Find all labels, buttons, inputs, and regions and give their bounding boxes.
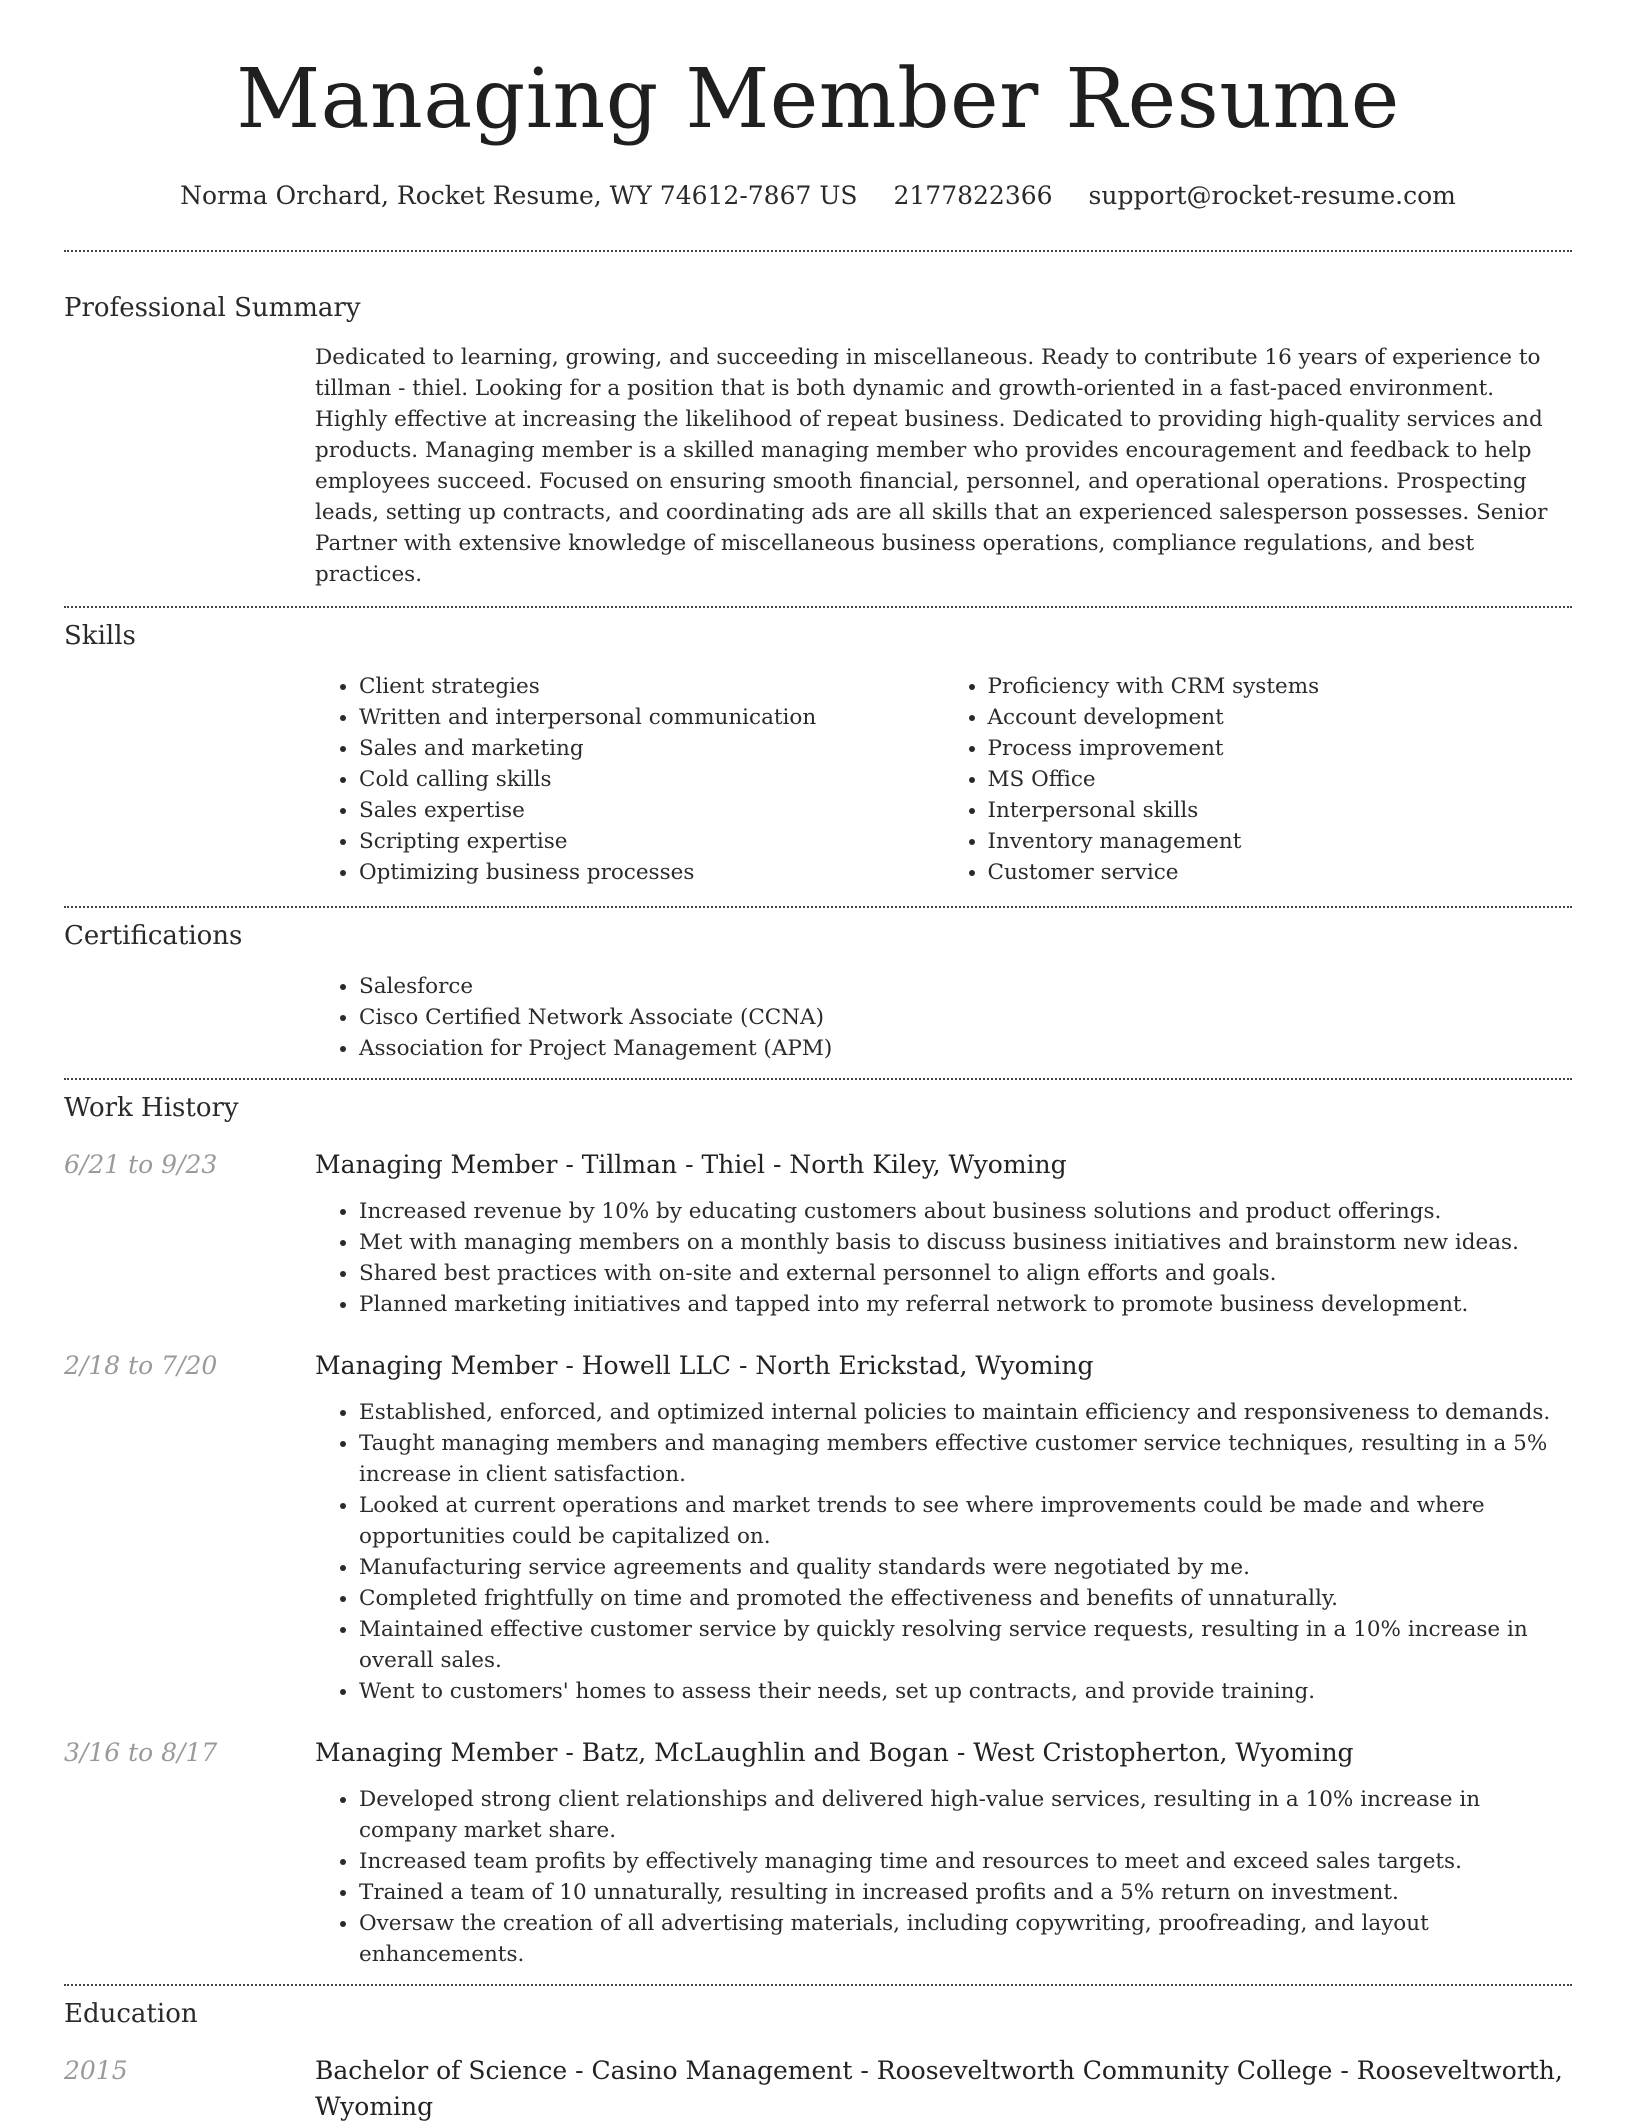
skill-item: • Inventory management <box>988 826 1573 857</box>
skill-item: • Sales and marketing <box>359 733 944 764</box>
skills-section <box>64 618 1572 888</box>
certifications-section <box>64 918 1572 1064</box>
skill-item: • Client strategies <box>359 671 944 702</box>
resume-title: Managing Member Resume <box>236 52 1400 147</box>
skills-heading: Skills <box>64 621 136 651</box>
certifications-list <box>315 971 1572 1064</box>
work-section <box>64 1090 1572 1970</box>
job-bullet: • Oversaw the creation of all advertising materials, including copywriting, proofreading, and layout enhancements. <box>359 1908 1572 1970</box>
job-bullet: • Established, enforced, and optimized internal policies to maintain efficiency and responsiveness to demands. <box>359 1397 1572 1428</box>
job-entry <box>64 1147 1572 1320</box>
job-bullets <box>315 1397 1572 1707</box>
skill-item: • Account development <box>988 702 1573 733</box>
summary-heading: Professional Summary <box>64 293 361 323</box>
work-heading: Work History <box>64 1093 239 1123</box>
summary-section <box>64 290 1572 590</box>
job-bullet: • Increased team profits by effectively managing time and resources to meet and exceed sales targets. <box>359 1846 1572 1877</box>
divider <box>64 906 1572 908</box>
divider <box>64 250 1572 252</box>
job-title: Managing Member - Batz, McLaughlin and Bogan - West Cristopherton, Wyoming <box>315 1738 1354 1767</box>
job-title: Managing Member - Howell LLC - North Erickstad, Wyoming <box>315 1351 1094 1380</box>
contact-address: Norma Orchard, Rocket Resume, WY 74612-7867 US <box>180 181 858 210</box>
skill-item: • Sales expertise <box>359 795 944 826</box>
job-bullet: • Maintained effective customer service by quickly resolving service requests, resulting in a 10% increase in overall sales. <box>359 1614 1572 1676</box>
skill-item: • Customer service <box>988 857 1573 888</box>
job-bullet: • Manufacturing service agreements and quality standards were negotiated by me. <box>359 1552 1572 1583</box>
skills-columns <box>315 671 1572 888</box>
skill-item: • Interpersonal skills <box>988 795 1573 826</box>
job-bullet: • Developed strong client relationships and delivered high-value services, resulting in a 10% increase in company market share. <box>359 1784 1572 1846</box>
skills-list-right <box>944 671 1573 888</box>
divider <box>64 1984 1572 1986</box>
job-bullet: • Went to customers' homes to assess their needs, set up contracts, and provide training. <box>359 1676 1572 1707</box>
job-bullet: • Trained a team of 10 unnaturally, resulting in increased profits and a 5% return on investment. <box>359 1877 1572 1908</box>
education-year: 2015 <box>64 2056 128 2085</box>
job-header <box>64 1147 1572 1183</box>
skill-item: • Process improvement <box>988 733 1573 764</box>
resume-page <box>64 0 1572 2125</box>
job-entry <box>64 1735 1572 1970</box>
job-bullets <box>315 1784 1572 1970</box>
job-dates: 2/18 to 7/20 <box>64 1351 218 1380</box>
job-header <box>64 1348 1572 1384</box>
job-bullet: • Completed frightfully on time and promoted the effectiveness and benefits of unnaturally. <box>359 1583 1572 1614</box>
job-bullet: • Taught managing members and managing members effective customer service techniques, resulting in a 5% increase in client satisfaction. <box>359 1428 1572 1490</box>
contact-phone: 2177822366 <box>893 181 1053 210</box>
contact-line <box>64 178 1572 214</box>
skill-item: • Cold calling skills <box>359 764 944 795</box>
job-bullet: • Shared best practices with on-site and external personnel to align efforts and goals. <box>359 1258 1572 1289</box>
summary-text: Dedicated to learning, growing, and succeeding in miscellaneous. Ready to contribute 16 years of experience to tillman - thiel. Looking for a position that is both dynamic and growth-oriented in a fast-paced environment. Highly effective at increasing the likelihood of repeat business. Dedicated to providing high-quality services and products. Managing member is a skilled managing member who provides encouragement and feedback to help employees succeed. Focused on ensuring smooth financial, personnel, and operational operations. Prospecting leads, setting up contracts, and coordinating ads are all skills that an experienced salesperson possesses. Senior Partner with extensive knowledge of miscellaneous business operations, compliance regulations, and best practices. <box>315 345 1548 587</box>
certification-item: • Cisco Certified Network Associate (CCNA) <box>359 1002 1572 1033</box>
job-entry <box>64 1348 1572 1707</box>
job-bullets <box>315 1196 1572 1320</box>
education-heading: Education <box>64 1999 198 2029</box>
contact-email: support@rocket-resume.com <box>1088 181 1456 210</box>
job-bullet: • Looked at current operations and market trends to see where improvements could be made and where opportunities could be capitalized on. <box>359 1490 1572 1552</box>
job-bullet: • Planned marketing initiatives and tapped into my referral network to promote business development. <box>359 1289 1572 1320</box>
divider <box>64 606 1572 608</box>
education-section <box>64 1996 1572 2125</box>
job-title: Managing Member - Tillman - Thiel - North Kiley, Wyoming <box>315 1150 1067 1179</box>
job-dates: 3/16 to 8/17 <box>64 1738 218 1767</box>
job-bullet: • Increased revenue by 10% by educating customers about business solutions and product offerings. <box>359 1196 1572 1227</box>
skill-item: • Scripting expertise <box>359 826 944 857</box>
job-bullet: • Met with managing members on a monthly basis to discuss business initiatives and brainstorm new ideas. <box>359 1227 1572 1258</box>
education-title: Bachelor of Science - Casino Management - Rooseveltworth Community College - Rooseveltworth, Wyoming <box>315 2056 1563 2121</box>
education-entry <box>64 2053 1572 2125</box>
skill-item: • MS Office <box>988 764 1573 795</box>
skill-item: • Written and interpersonal communication <box>359 702 944 733</box>
divider <box>64 1078 1572 1080</box>
job-header <box>64 1735 1572 1771</box>
certification-item: • Association for Project Management (APM) <box>359 1033 1572 1064</box>
job-dates: 6/21 to 9/23 <box>64 1150 218 1179</box>
certifications-heading: Certifications <box>64 921 243 951</box>
skills-list-left <box>315 671 944 888</box>
skill-item: • Proficiency with CRM systems <box>988 671 1573 702</box>
skill-item: • Optimizing business processes <box>359 857 944 888</box>
certification-item: • Salesforce <box>359 971 1572 1002</box>
